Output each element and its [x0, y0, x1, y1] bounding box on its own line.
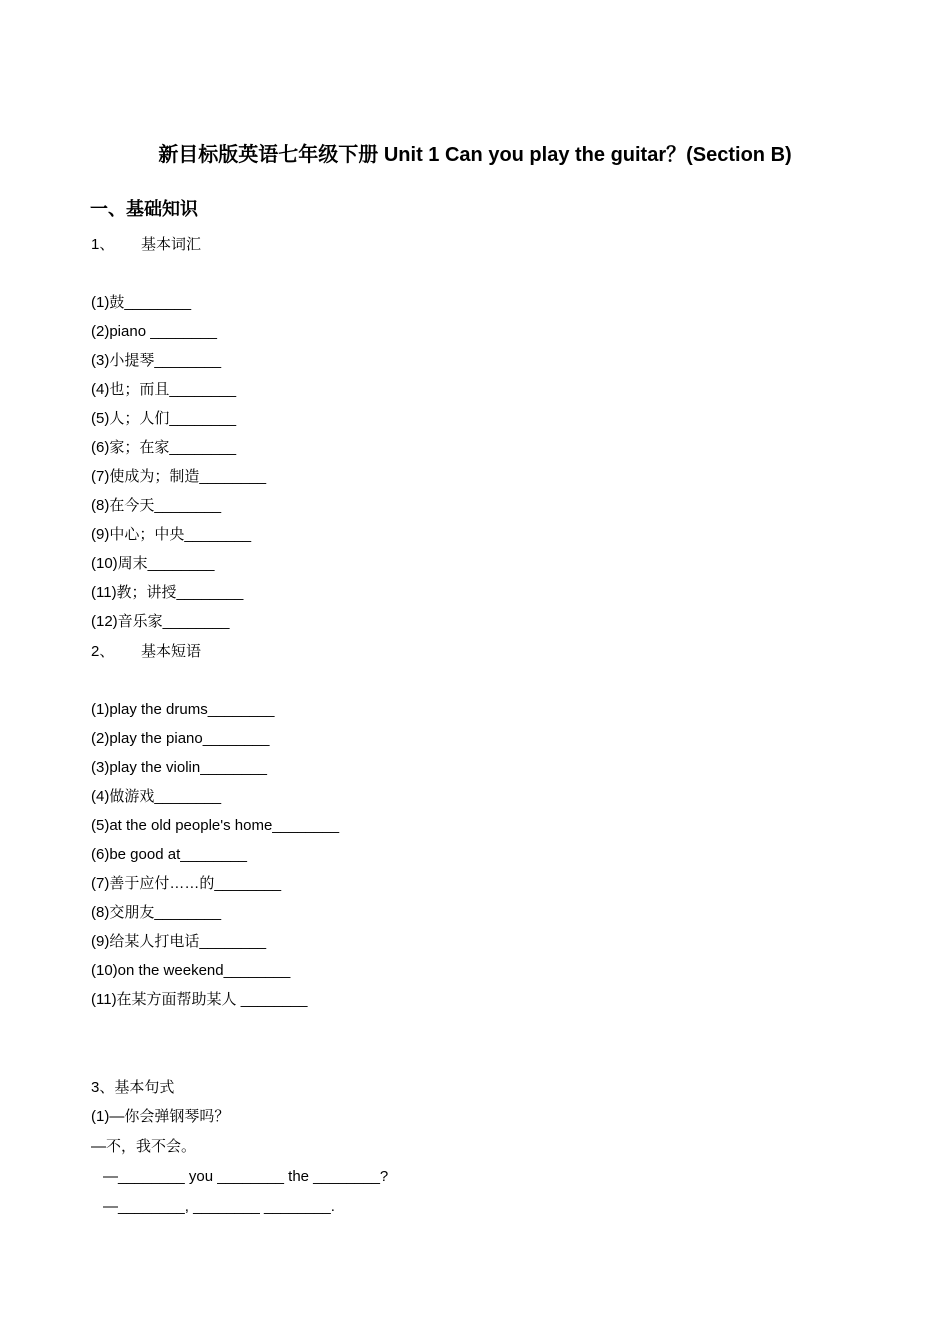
phrase-item: (6)be good at________ [91, 846, 247, 863]
vocab-item: (12)音乐家________ [91, 613, 230, 630]
vocab-label: 基本词汇 [141, 236, 202, 253]
phrases-number: 2、 [91, 643, 115, 660]
vocab-item: (5)人；人们________ [91, 410, 237, 427]
vocab-item: (3)小提琴________ [91, 352, 222, 369]
sentence-blank-line: —________, ________ ________. [103, 1198, 335, 1215]
sentences-heading: 3、基本句式 [91, 1079, 175, 1096]
vocab-item: (9)中心；中央________ [91, 526, 252, 543]
vocab-item: (10)周末________ [91, 555, 215, 572]
sentence-line: (1)—你会弹钢琴吗？ [91, 1108, 230, 1125]
phrase-item: (10)on the weekend________ [91, 962, 291, 979]
vocab-item: (11)教；讲授________ [91, 584, 244, 601]
phrase-item: (3)play the violin________ [91, 759, 267, 776]
vocab-item: (4)也；而且________ [91, 381, 237, 398]
phrases-label: 基本短语 [141, 643, 202, 660]
vocab-item: (1)鼓________ [91, 294, 192, 311]
sentence-blank-line: —________ you ________ the ________? [103, 1168, 389, 1185]
phrase-item: (1)play the drums________ [91, 701, 275, 718]
phrase-item: (8)交朋友________ [91, 904, 222, 921]
phrase-item: (2)play the piano________ [91, 730, 270, 747]
vocab-item: (8)在今天________ [91, 497, 222, 514]
vocab-item: (7)使成为；制造________ [91, 468, 267, 485]
vocab-number: 1、 [91, 236, 115, 253]
phrase-item: (11)在某方面帮助某人 ________ [91, 991, 308, 1008]
phrase-item: (7)善于应付……的________ [91, 875, 282, 892]
sentence-line: —不，我不会。 [91, 1138, 197, 1155]
phrase-item: (9)给某人打电话________ [91, 933, 267, 950]
phrases-heading [91, 641, 201, 663]
page-title: 新目标版英语七年级下册 Unit 1 Can you play the guitar？(Section B) [158, 144, 792, 166]
phrase-item: (5)at the old people's home________ [91, 817, 340, 834]
vocab-item: (6)家；在家________ [91, 439, 237, 456]
vocab-heading [91, 234, 201, 256]
vocab-item: (2)piano ________ [91, 323, 217, 340]
phrase-item: (4)做游戏________ [91, 788, 222, 805]
section-heading-basics: 一、基础知识 [90, 199, 198, 219]
